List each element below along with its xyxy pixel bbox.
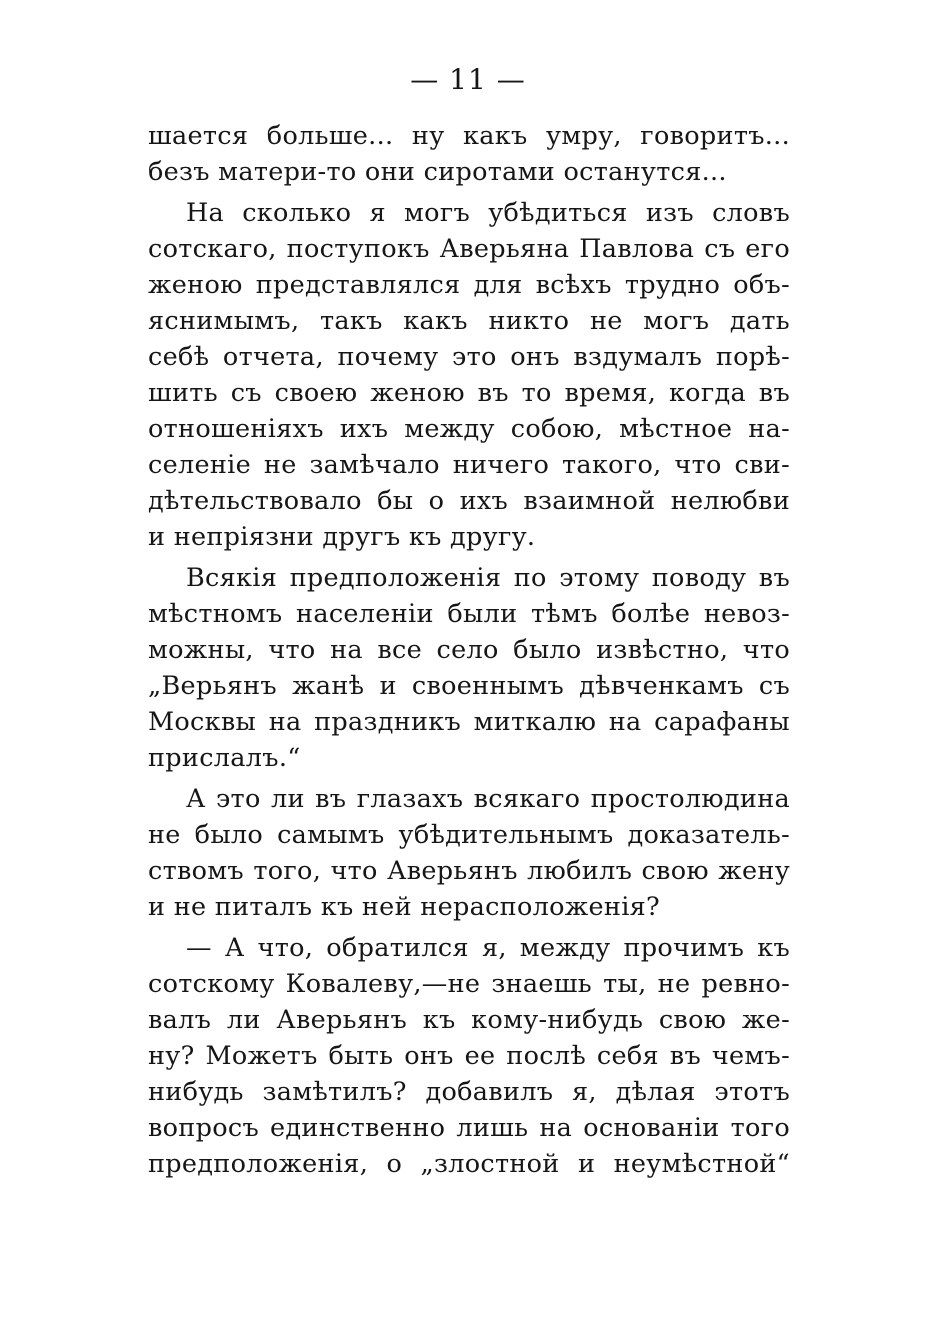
text-line: можны, что на все село было извѣстно, что <box>148 635 790 665</box>
text-line: ну? Можетъ быть онъ ее послѣ себя въ чемъ- <box>148 1041 790 1071</box>
text-line: мѣстномъ населеніи были тѣмъ болѣе невоз- <box>148 599 790 629</box>
text-line: селеніе не замѣчало ничего такого, что сви- <box>148 450 790 480</box>
text-line: дѣтельствовало бы о ихъ взаимной нелюбви <box>148 486 790 516</box>
text-line: предположенія, о „злостной и неумѣстной“ <box>148 1149 790 1179</box>
text-line: вопросъ единственно лишь на основаніи того <box>148 1113 790 1143</box>
text-line: и не питалъ къ ней нерасположенія? <box>148 892 661 922</box>
text-line: себѣ отчета, почему это онъ вздумалъ порѣ- <box>148 342 790 372</box>
text-line: шается больше... ну какъ умру, говоритъ... <box>148 121 790 151</box>
page-number: — 11 — <box>410 63 526 96</box>
paragraph-first-line: На сколько я могъ убѣдиться изъ словъ <box>186 198 790 228</box>
text-line: нибудь замѣтилъ? добавилъ я, дѣлая этотъ <box>148 1077 790 1107</box>
text-line: отношеніяхъ ихъ между собою, мѣстное на- <box>148 414 790 444</box>
text-line: яснимымъ, такъ какъ никто не могъ дать <box>148 306 790 336</box>
text-line: безъ матери-то они сиротами останутся... <box>148 157 727 187</box>
text-line: сотскому Ковалеву,—не знаешь ты, не ревно- <box>148 969 790 999</box>
text-line: не было самымъ убѣдительнымъ доказатель- <box>148 820 790 850</box>
text-line: женою представлялся для всѣхъ трудно объ- <box>148 270 790 300</box>
text-line: шить съ своею женою въ то время, когда въ <box>148 378 790 408</box>
paragraph-first-line: А это ли въ глазахъ всякаго простолюдина <box>186 784 790 814</box>
text-line: сотскаго, поступокъ Аверьяна Павлова съ его <box>148 234 790 264</box>
text-line: и непріязни другъ къ другу. <box>148 522 536 552</box>
text-line: ствомъ того, что Аверьянъ любилъ свою жену <box>148 856 790 886</box>
text-line: валъ ли Аверьянъ къ кому-нибудь свою же- <box>148 1005 790 1035</box>
text-line: Москвы на праздникъ миткалю на сарафаны <box>148 707 790 737</box>
body-text <box>148 118 790 1182</box>
text-line: „Верьянъ жанѣ и своеннымъ дѣвченкамъ съ <box>148 671 790 701</box>
text-line: прислалъ.“ <box>148 743 301 773</box>
paragraph-first-line: — А что, обратился я, между прочимъ къ <box>186 933 790 963</box>
paragraph-first-line: Всякія предположенія по этому поводу въ <box>186 563 790 593</box>
